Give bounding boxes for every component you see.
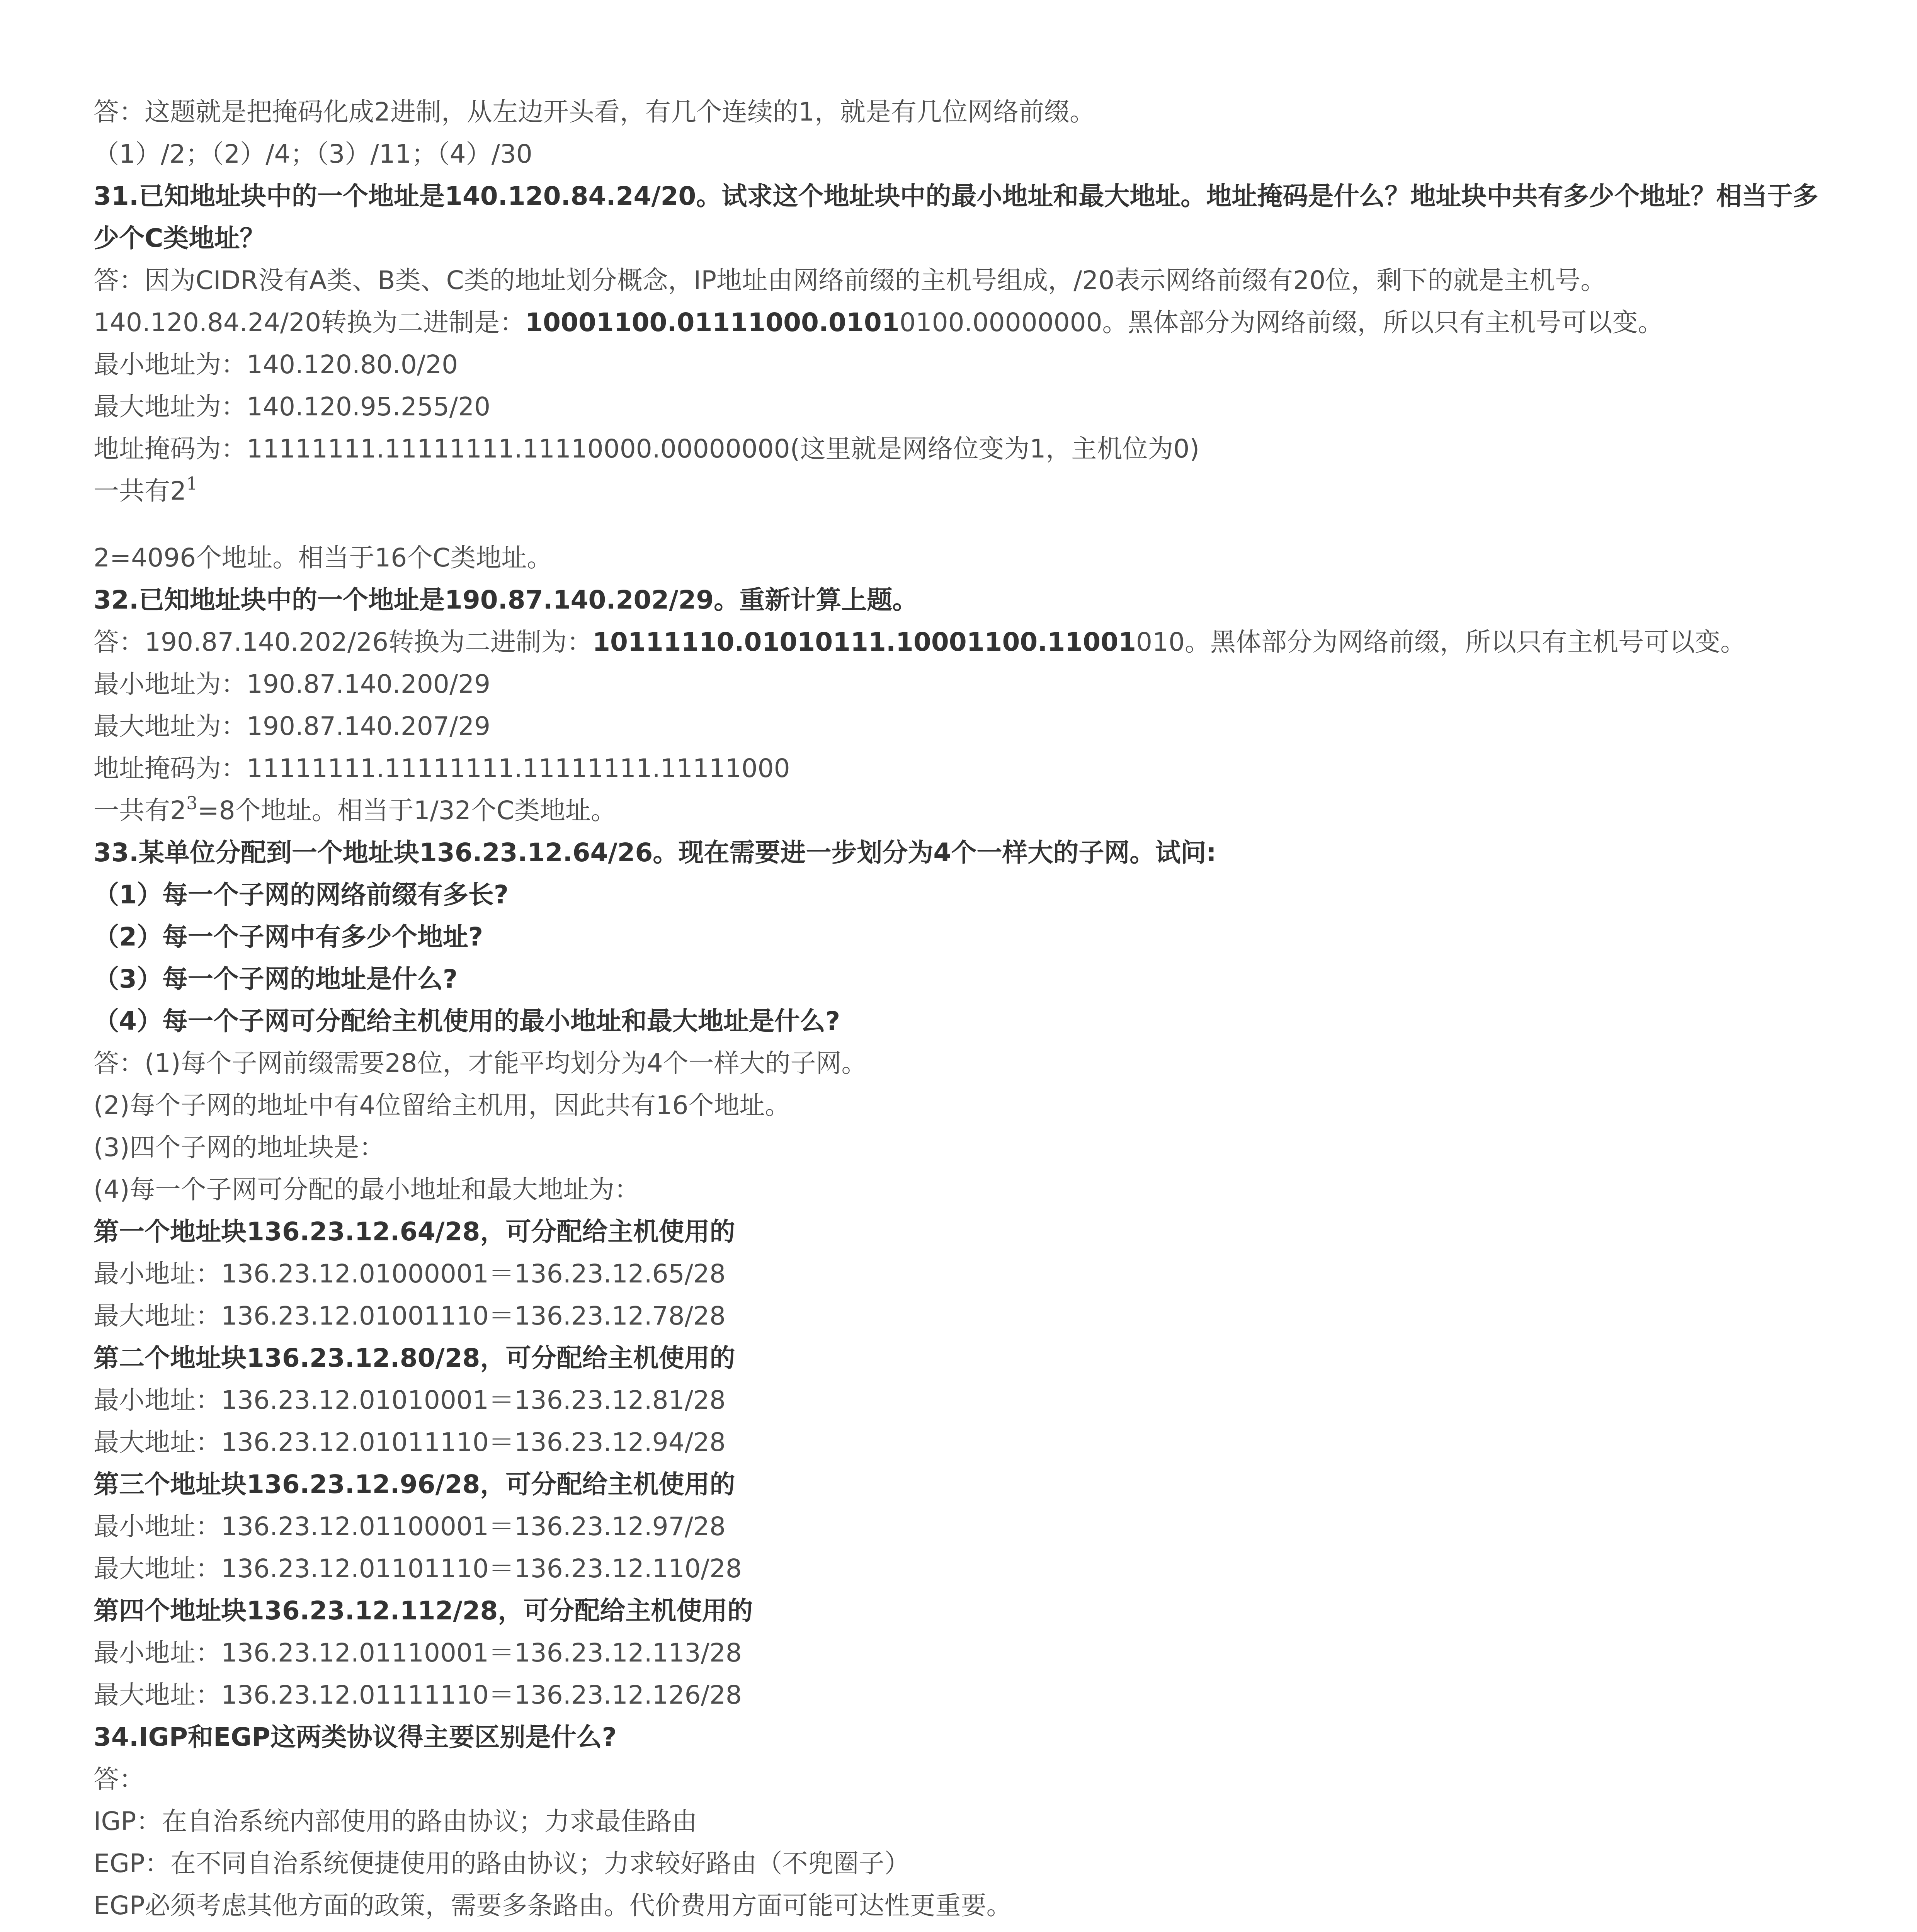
subnet-heading: 第一个地址块136.23.12.64/28，可分配给主机使用的	[94, 1217, 735, 1247]
min-address-line: 最小地址：136.23.12.01100001＝136.23.12.97/28	[94, 1512, 726, 1541]
subnet-heading: 第二个地址块136.23.12.80/28，可分配给主机使用的	[94, 1343, 735, 1373]
answer-line: EGP：在不同自治系统便捷使用的路由协议；力求较好路由（不兜圈子）	[94, 1849, 910, 1878]
answer-line: 答：	[94, 1764, 145, 1794]
sub-question: （3）每一个子网的地址是什么?	[94, 964, 458, 994]
address-count-line	[94, 470, 1825, 512]
count-prefix-text: 一共有2	[94, 476, 186, 506]
question-33: 33.某单位分配到一个地址块136.23.12.64/26。现在需要进一步划分为4个一样大的子网。试问:	[94, 838, 1216, 867]
question-34: 34.IGP和EGP这两类协议得主要区别是什么?	[94, 1722, 617, 1752]
answer-line: 答：这题就是把掩码化成2进制，从左边开头看，有几个连续的1，就是有几位网络前缀。	[94, 97, 1095, 127]
document-body	[94, 91, 1825, 1932]
answer-line: (3)四个子网的地址块是：	[94, 1133, 385, 1162]
question-31: 31.已知地址块中的一个地址是140.120.84.24/20。试求这个地址块中的最小地址和最大地址。地址掩码是什么？地址块中共有多少个地址？相当于多少个C类地址？	[94, 181, 1818, 253]
max-address-line: 最大地址：136.23.12.01011110＝136.23.12.94/28	[94, 1427, 726, 1457]
max-address-line: 最大地址：136.23.12.01101110＝136.23.12.110/28	[94, 1554, 742, 1583]
answer-line: 答：因为CIDR没有A类、B类、C类的地址划分概念，IP地址由网络前缀的主机号组成，/20表示网络前缀有20位，剩下的就是主机号。	[94, 265, 1606, 295]
subnet-heading: 第三个地址块136.23.12.96/28，可分配给主机使用的	[94, 1469, 735, 1499]
host-bits-text: 010。黑体部分为网络前缀，所以只有主机号可以变。	[1136, 627, 1746, 657]
exponent-text: 3	[186, 793, 198, 813]
binary-prefix-text: 140.120.84.24/20转换为二进制是：	[94, 308, 526, 337]
sub-question: （4）每一个子网可分配给主机使用的最小地址和最大地址是什么?	[94, 1006, 840, 1036]
network-prefix-bits: 10111110.01010111.10001100.11001	[592, 627, 1136, 657]
min-address-line: 最小地址：136.23.12.01000001＝136.23.12.65/28	[94, 1259, 726, 1289]
min-address-line: 最小地址为：190.87.140.200/29	[94, 669, 491, 699]
answer-line: IGP：在自治系统内部使用的路由协议；力求最佳路由	[94, 1806, 697, 1836]
answer-line: (4)每一个子网可分配的最小地址和最大地址为：	[94, 1175, 640, 1204]
host-bits-text: 0100.00000000。黑体部分为网络前缀，所以只有主机号可以变。	[899, 308, 1664, 337]
max-address-line: 最大地址为：140.120.95.255/20	[94, 392, 491, 422]
answer-line: 2=4096个地址。相当于16个C类地址。	[94, 543, 553, 573]
mask-line: 地址掩码为：11111111.11111111.11111111.11111000	[94, 753, 790, 783]
max-address-line: 最大地址：136.23.12.01001110＝136.23.12.78/28	[94, 1301, 726, 1331]
answer-line: EGP必须考虑其他方面的政策，需要多条路由。代价费用方面可能可达性更重要。	[94, 1891, 1012, 1920]
answer-line	[94, 1927, 1825, 1932]
sub-question: （1）每一个子网的网络前缀有多长?	[94, 880, 509, 910]
count-suffix-text: =8个地址。相当于1/32个C类地址。	[197, 796, 616, 825]
min-address-line: 最小地址：136.23.12.01010001＝136.23.12.81/28	[94, 1385, 726, 1415]
subnet-heading: 第四个地址块136.23.12.112/28，可分配给主机使用的	[94, 1596, 753, 1626]
question-32: 32.已知地址块中的一个地址是190.87.140.202/29。重新计算上题。	[94, 585, 918, 615]
min-address-line: 最小地址为：140.120.80.0/20	[94, 350, 458, 379]
answer-line: (2)每个子网的地址中有4位留给主机用，因此共有16个地址。	[94, 1090, 791, 1120]
address-count-line	[94, 789, 1825, 832]
max-address-line: 最大地址为：190.87.140.207/29	[94, 711, 491, 741]
sub-question: （2）每一个子网中有多少个地址?	[94, 922, 483, 952]
max-address-line: 最大地址：136.23.12.01111110＝136.23.12.126/28	[94, 1680, 742, 1710]
binary-conversion-line	[94, 621, 1825, 663]
answer-line: （1）/2；（2）/4；（3）/11；（4）/30	[94, 139, 532, 169]
count-prefix-text: 一共有2	[94, 796, 186, 825]
network-prefix-bits: 10001100.01111000.0101	[525, 308, 900, 337]
binary-prefix-text: 答：190.87.140.202/26转换为二进制为：	[94, 627, 593, 657]
binary-conversion-line	[94, 301, 1825, 344]
mask-line: 地址掩码为：11111111.11111111.11110000.00000000(这里就是网络位变为1，主机位为0)	[94, 434, 1200, 464]
answer-line: 答：(1)每个子网前缀需要28位，才能平均划分为4个一样大的子网。	[94, 1048, 867, 1078]
exponent-text: 1	[186, 473, 198, 494]
min-address-line: 最小地址：136.23.12.01110001＝136.23.12.113/28	[94, 1638, 742, 1668]
spacer	[94, 512, 1825, 537]
